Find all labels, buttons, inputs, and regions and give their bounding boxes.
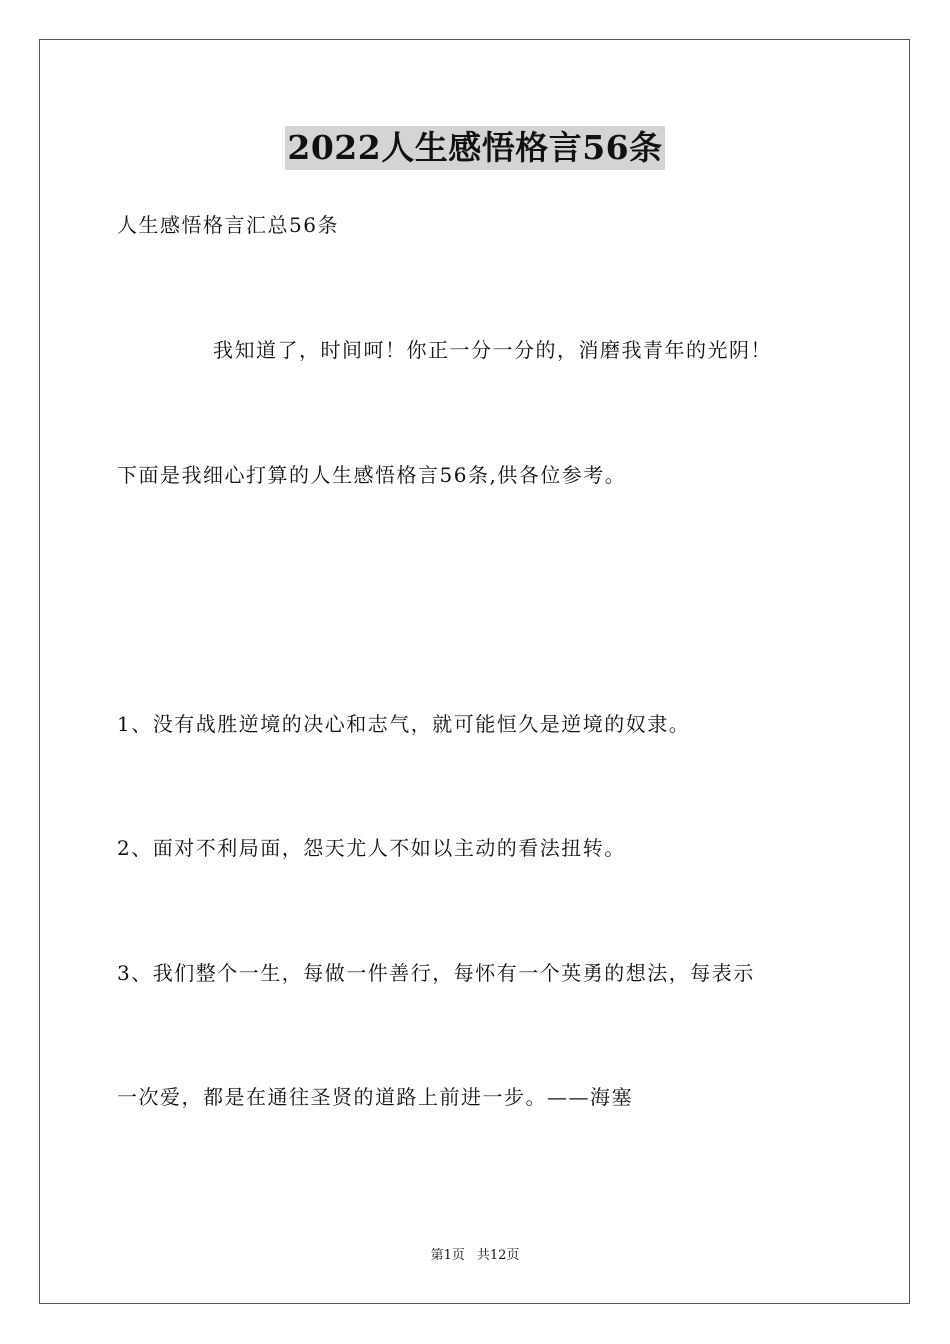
page-number-current: 第1页 [430,1248,465,1263]
list-item: 1、没有战胜逆境的决心和志气，就可能恒久是逆境的奴隶。 [117,712,691,736]
document-subtitle: 人生感悟格言汇总56条 [117,213,339,237]
intro-quote: 我知道了，时间呵！你正一分一分的，消磨我青年的光阴！ [213,338,772,362]
page-number-total: 共12页 [476,1248,520,1263]
list-item-continuation: 一次爱，都是在通往圣贤的道路上前进一步。——海塞 [117,1085,633,1109]
intro-text: 下面是我细心打算的人生感悟格言56条,供各位参考。 [117,463,627,487]
list-item: 2、面对不利局面，怨天尤人不如以主动的看法扭转。 [117,836,626,860]
document-title: 2022人生感悟格言56条 [285,126,664,170]
title-container [0,126,950,170]
page-footer [0,1247,950,1265]
list-item: 3、我们整个一生，每做一件善行，每怀有一个英勇的想法，每表示 [117,961,755,985]
